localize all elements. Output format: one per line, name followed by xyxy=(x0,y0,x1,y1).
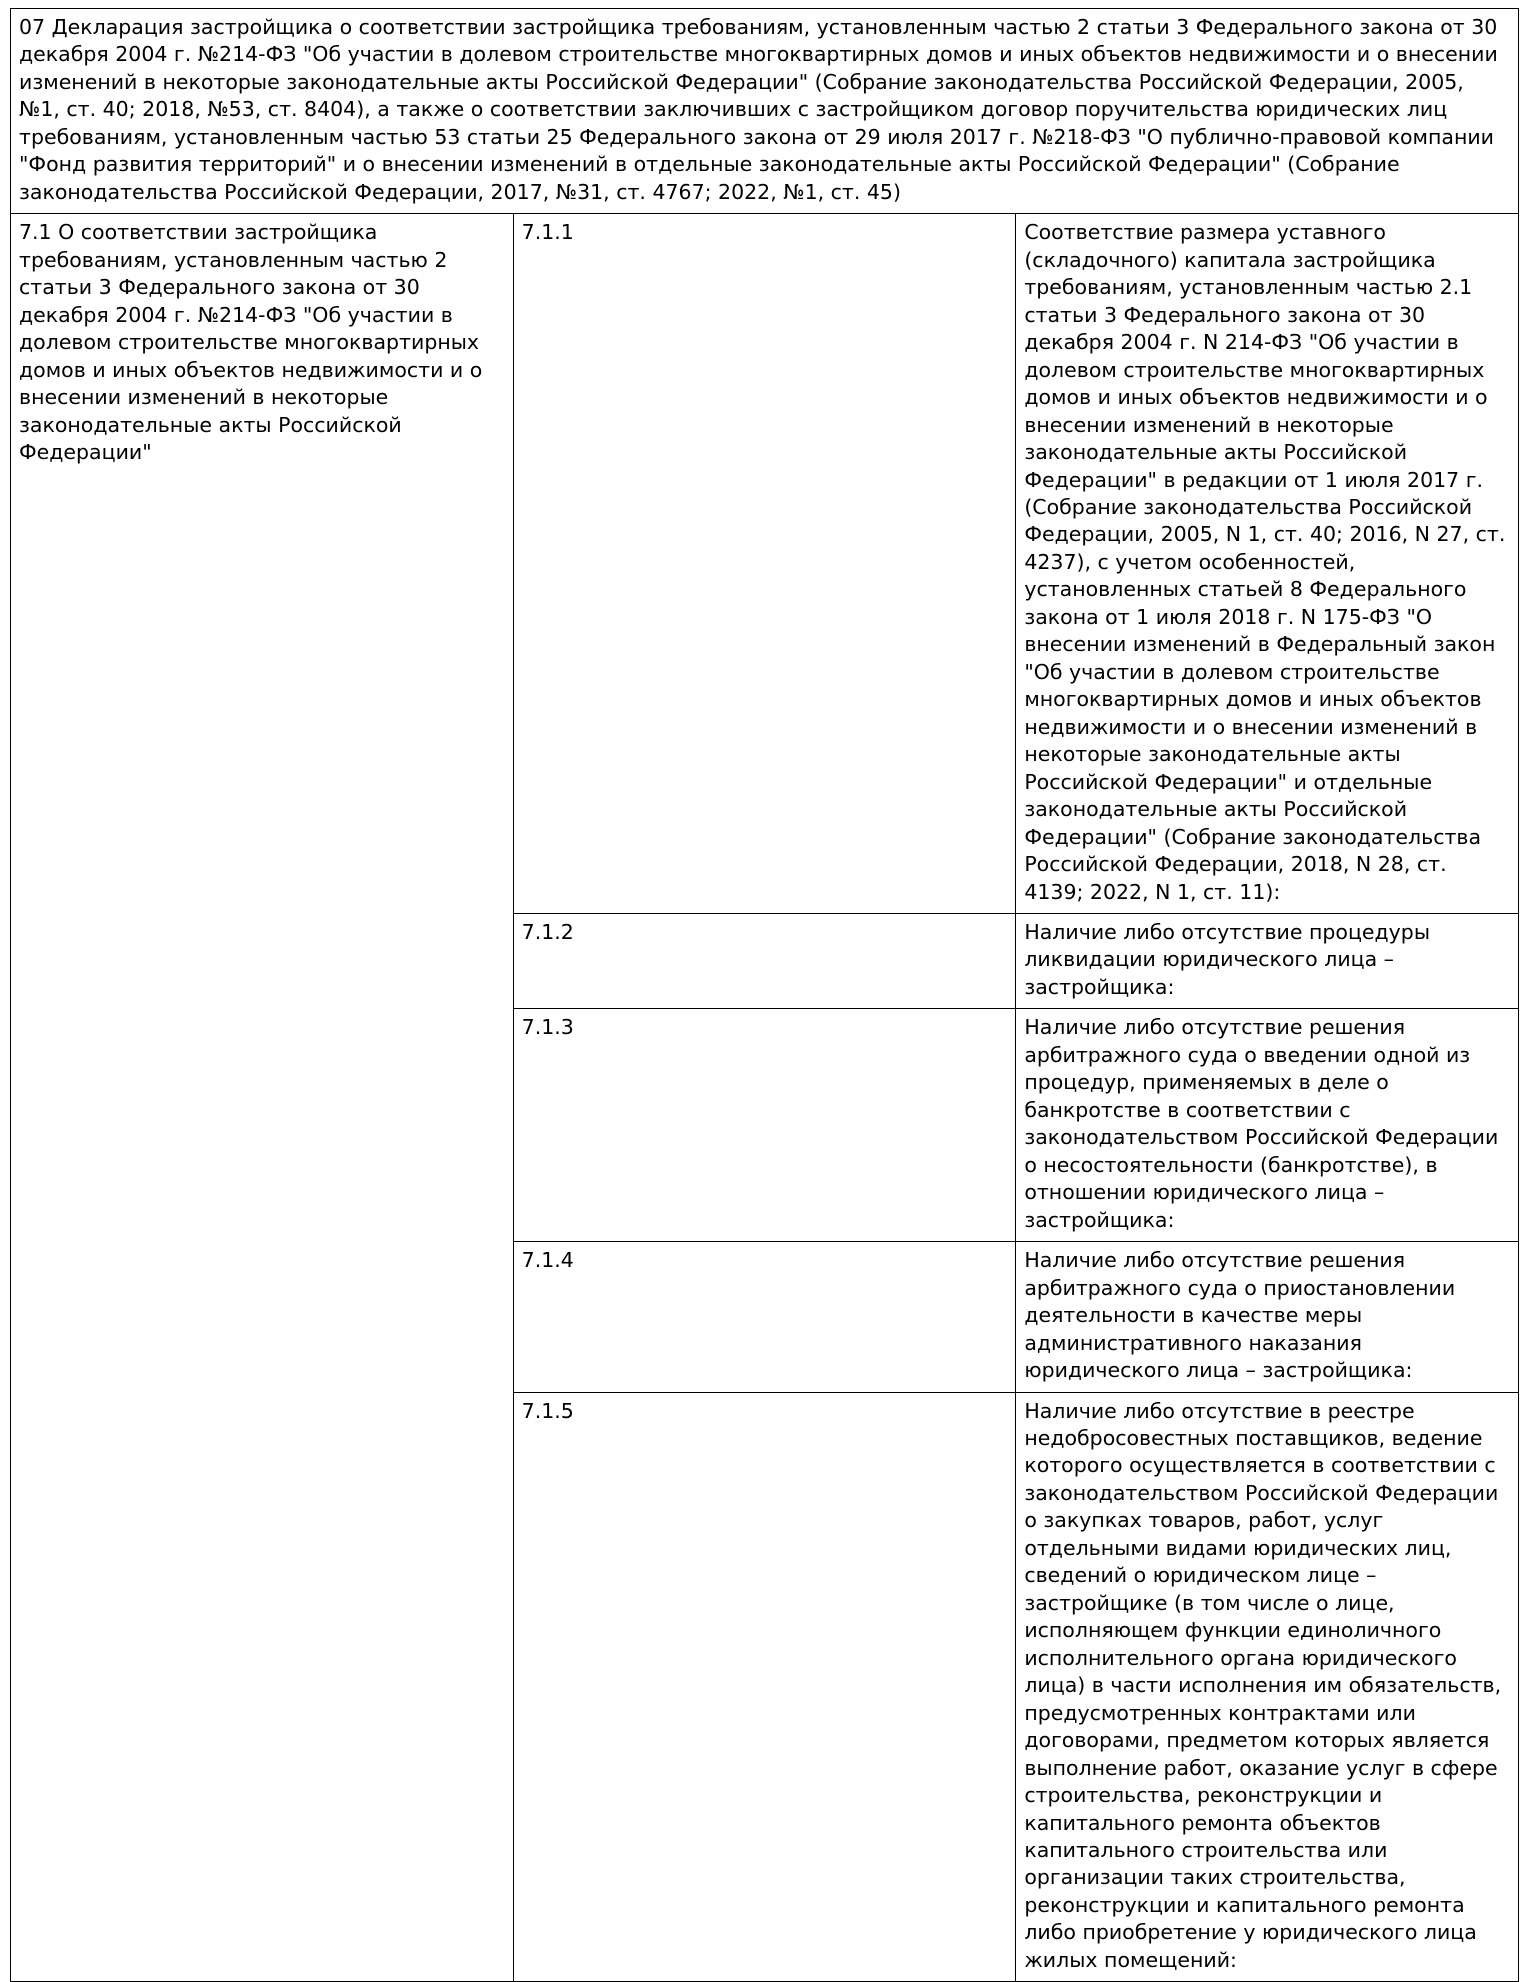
row-number-7-1-5: 7.1.5 xyxy=(513,1392,1016,1982)
declaration-table xyxy=(10,8,1519,1982)
row-text-7-1-5: Наличие либо отсутствие в реестре недобросовестных поставщиков, ведение которого осуществляется в соответствии с законодательством Российской Федерации о закупках товаров, работ, услуг отдельными видами юридических лиц, сведений о юридическом лице – застройщике (в том числе о лице, исполняющем функции единоличного исполнительного органа юридического лица) в части исполнения им обязательств, предусмотренных контрактами или договорами, предметом которых является выполнение работ, оказание услуг в сфере строительства, реконструкции и капитального ремонта объектов капитального строительства или организации таких строительства, реконструкции и капитального ремонта либо приобретение у юридического лица жилых помещений: xyxy=(1016,1392,1519,1982)
declaration-header-text: 07 Декларация застройщика о соответствии застройщика требованиям, установленным частью 2 статьи 3 Федерального закона от 30 декабря 2004 г. №214-ФЗ "Об участии в долевом строительстве многоквартирных домов и иных объектов недвижимости и о внесении изменений в некоторые законодательные акты Российской Федерации" (Собрание законодательства Российской Федерации, 2005, №1, ст. 40; 2018, №53, ст. 8404), а также о соответствии заключивших с застройщиком договор поручительства юридических лиц требованиям, установленным частью 53 статьи 25 Федерального закона от 29 июля 2017 г. №218-ФЗ "О публично-правовой компании "Фонд развития территорий" и о внесении изменений в отдельные законодательные акты Российской Федерации" (Собрание законодательства Российской Федерации, 2017, №31, ст. 4767; 2022, №1, ст. 45) xyxy=(11,9,1519,214)
row-text-7-1-3: Наличие либо отсутствие решения арбитражного суда о введении одной из процедур, применяемых в деле о банкротстве в соответствии с законодательством Российской Федерации о несостоятельности (банкротстве), в отношении юридического лица – застройщика: xyxy=(1016,1009,1519,1242)
table-row xyxy=(11,214,1519,914)
table-row-header xyxy=(11,9,1519,214)
row-number-7-1-3: 7.1.3 xyxy=(513,1009,1016,1242)
row-text-7-1-4: Наличие либо отсутствие решения арбитражного суда о приостановлении деятельности в качестве меры административного наказания юридического лица – застройщика: xyxy=(1016,1242,1519,1392)
row-number-7-1-1: 7.1.1 xyxy=(513,214,1016,914)
row-text-7-1-1: Соответствие размера уставного (складочного) капитала застройщика требованиям, установленным частью 2.1 статьи 3 Федерального закона от 30 декабря 2004 г. N 214-ФЗ "Об участии в долевом строительстве многоквартирных домов и иных объектов недвижимости и о внесении изменений в некоторые законодательные акты Российской Федерации" в редакции от 1 июля 2017 г. (Собрание законодательства Российской Федерации, 2005, N 1, ст. 40; 2016, N 27, ст. 4237), с учетом особенностей, установленных статьей 8 Федерального закона от 1 июля 2018 г. N 175-ФЗ "О внесении изменений в Федеральный закон "Об участии в долевом строительстве многоквартирных домов и иных объектов недвижимости и о внесении изменений в некоторые законодательные акты Российской Федерации" и отдельные законодательные акты Российской Федерации" (Собрание законодательства Российской Федерации, 2018, N 28, ст. 4139; 2022, N 1, ст. 11): xyxy=(1016,214,1519,914)
row-number-7-1-4: 7.1.4 xyxy=(513,1242,1016,1392)
row-number-7-1-2: 7.1.2 xyxy=(513,914,1016,1009)
section-label-cell: 7.1 О соответствии застройщика требованиям, установленным частью 2 статьи 3 Федерального закона от 30 декабря 2004 г. №214-ФЗ "Об участии в долевом строительстве многоквартирных домов и иных объектов недвижимости и о внесении изменений в некоторые законодательные акты Российской Федерации" xyxy=(11,214,514,1982)
row-text-7-1-2: Наличие либо отсутствие процедуры ликвидации юридического лица – застройщика: xyxy=(1016,914,1519,1009)
